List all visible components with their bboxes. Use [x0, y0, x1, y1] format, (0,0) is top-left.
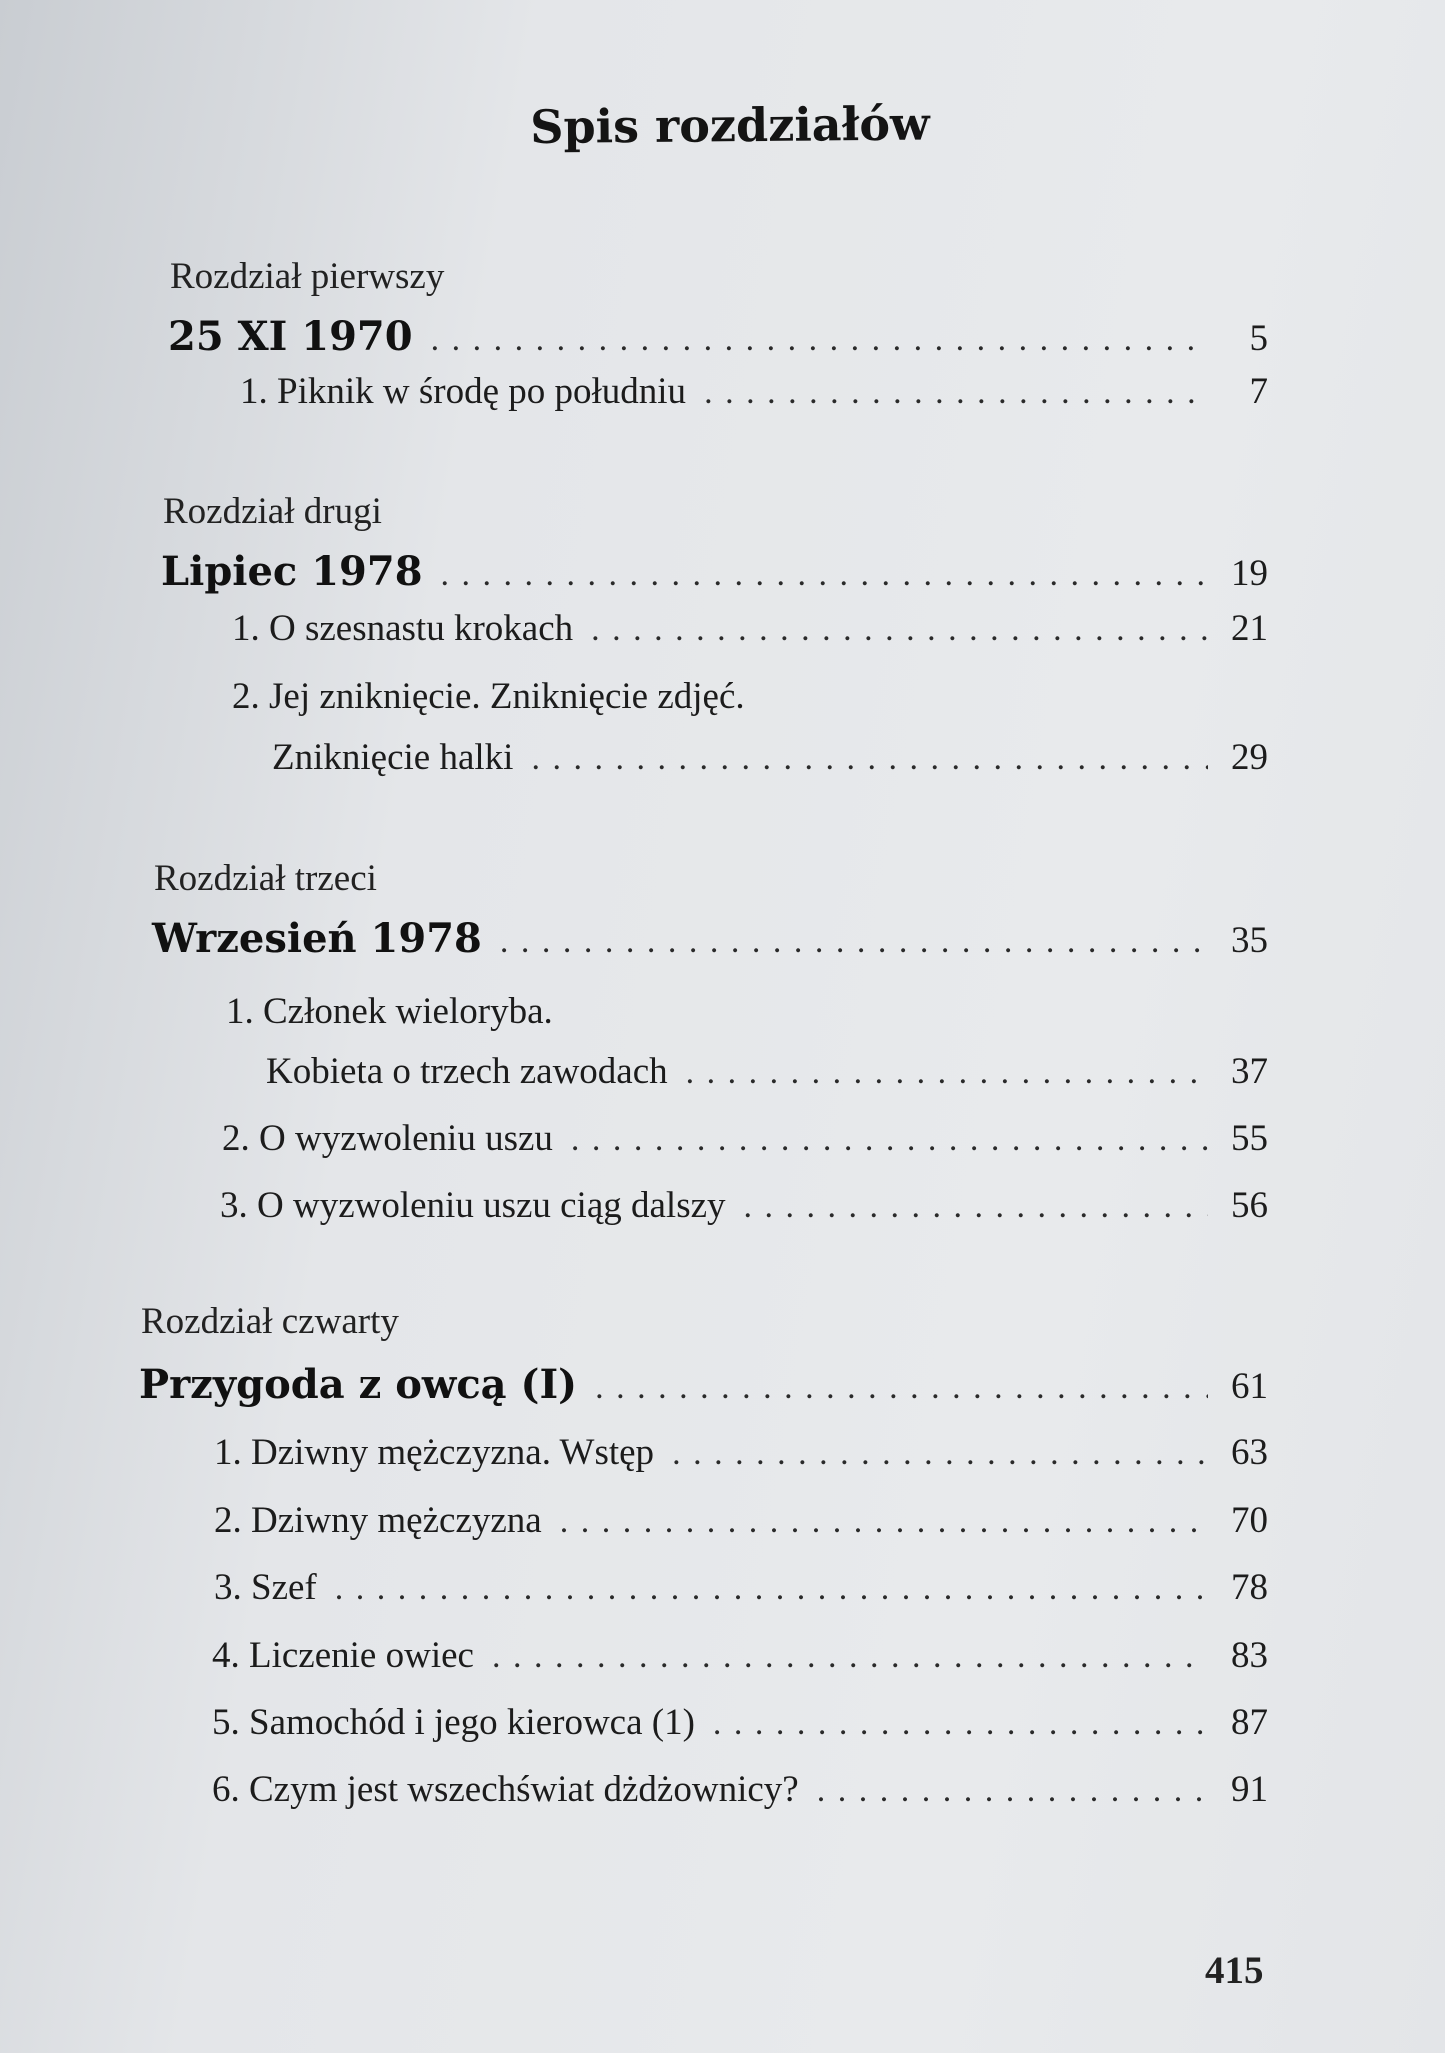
page-title: Spis rozdziałów — [530, 96, 930, 154]
chapter-label: Rozdział pierwszy — [170, 256, 445, 297]
section-title: 5. Samochód i jego kierowca (1) — [212, 1702, 695, 1743]
section-title-continued: Kobieta o trzech zawodach — [266, 1051, 668, 1092]
chapter-heading — [139, 1361, 1268, 1413]
section-row — [212, 1768, 1268, 1820]
chapter-label: Rozdział czwarty — [141, 1301, 399, 1342]
page-ref: 35 — [1231, 920, 1268, 961]
leader-dots — [672, 1435, 1208, 1473]
page-ref: 91 — [1231, 1769, 1268, 1810]
section-row — [214, 1431, 1268, 1483]
section-row — [240, 370, 1268, 422]
page-ref: 87 — [1231, 1702, 1268, 1743]
section-row — [222, 1117, 1268, 1169]
leader-dots — [686, 1054, 1208, 1092]
chapter-title: Przygoda z owcą (I) — [139, 1361, 578, 1408]
section-title: 3. O wyzwoleniu uszu ciąg dalszy — [220, 1185, 726, 1226]
chapter-heading — [152, 915, 1268, 967]
section-title: 6. Czym jest wszechświat dżdżownicy? — [212, 1769, 799, 1810]
page-number: 415 — [1205, 1949, 1264, 1992]
leader-dots — [560, 1503, 1208, 1541]
chapter-title: 25 XI 1970 — [168, 313, 413, 360]
section-row — [232, 607, 1268, 659]
leader-dots — [441, 556, 1208, 594]
page-ref: 63 — [1231, 1432, 1268, 1473]
page-ref: 83 — [1231, 1635, 1268, 1676]
section-title: 2. Dziwny mężczyzna — [214, 1500, 542, 1541]
page-ref: 21 — [1231, 608, 1268, 649]
leader-dots — [335, 1570, 1208, 1608]
page-ref: 78 — [1231, 1567, 1268, 1608]
page-ref: 5 — [1249, 318, 1268, 359]
section-title: 1. Dziwny mężczyzna. Wstęp — [214, 1432, 655, 1473]
section-row — [214, 1566, 1268, 1618]
leader-dots — [591, 611, 1208, 649]
leader-dots — [431, 321, 1208, 359]
chapter-label: Rozdział drugi — [163, 491, 382, 532]
section-row — [220, 1184, 1268, 1236]
section-title: 2. O wyzwoleniu uszu — [222, 1118, 553, 1159]
chapter-title: Lipiec 1978 — [161, 548, 423, 595]
leader-dots — [817, 1772, 1208, 1810]
section-row — [212, 1701, 1268, 1753]
leader-dots — [571, 1121, 1208, 1159]
chapter-title: Wrzesień 1978 — [152, 915, 482, 962]
section-row — [266, 1050, 1268, 1102]
chapter-heading — [168, 313, 1268, 365]
page-ref: 37 — [1231, 1051, 1268, 1092]
section-title-continued: Zniknięcie halki — [272, 737, 514, 778]
leader-dots — [744, 1188, 1208, 1226]
section-title: 2. Jej zniknięcie. Zniknięcie zdjęć. — [232, 676, 745, 717]
leader-dots — [500, 923, 1208, 961]
page-ref: 7 — [1249, 371, 1268, 412]
chapter-heading — [161, 548, 1268, 600]
page-ref: 70 — [1231, 1500, 1268, 1541]
page-ref: 56 — [1231, 1185, 1268, 1226]
section-row — [214, 1499, 1268, 1551]
leader-dots — [531, 740, 1208, 778]
leader-dots — [492, 1638, 1208, 1676]
section-title: 1. O szesnastu krokach — [232, 608, 574, 649]
page-ref: 29 — [1231, 737, 1268, 778]
section-row — [212, 1634, 1268, 1686]
page-ref: 61 — [1231, 1366, 1268, 1407]
page-ref: 19 — [1231, 553, 1268, 594]
chapter-label: Rozdział trzeci — [154, 858, 377, 899]
section-title: 4. Liczenie owiec — [212, 1635, 474, 1676]
leader-dots — [713, 1705, 1208, 1743]
section-title: 3. Szef — [214, 1567, 317, 1608]
leader-dots — [595, 1369, 1208, 1407]
section-row — [272, 736, 1268, 788]
page-ref: 55 — [1231, 1118, 1268, 1159]
leader-dots — [704, 374, 1208, 412]
section-title: 1. Piknik w środę po południu — [240, 371, 687, 412]
section-title: 1. Członek wieloryba. — [226, 991, 553, 1032]
